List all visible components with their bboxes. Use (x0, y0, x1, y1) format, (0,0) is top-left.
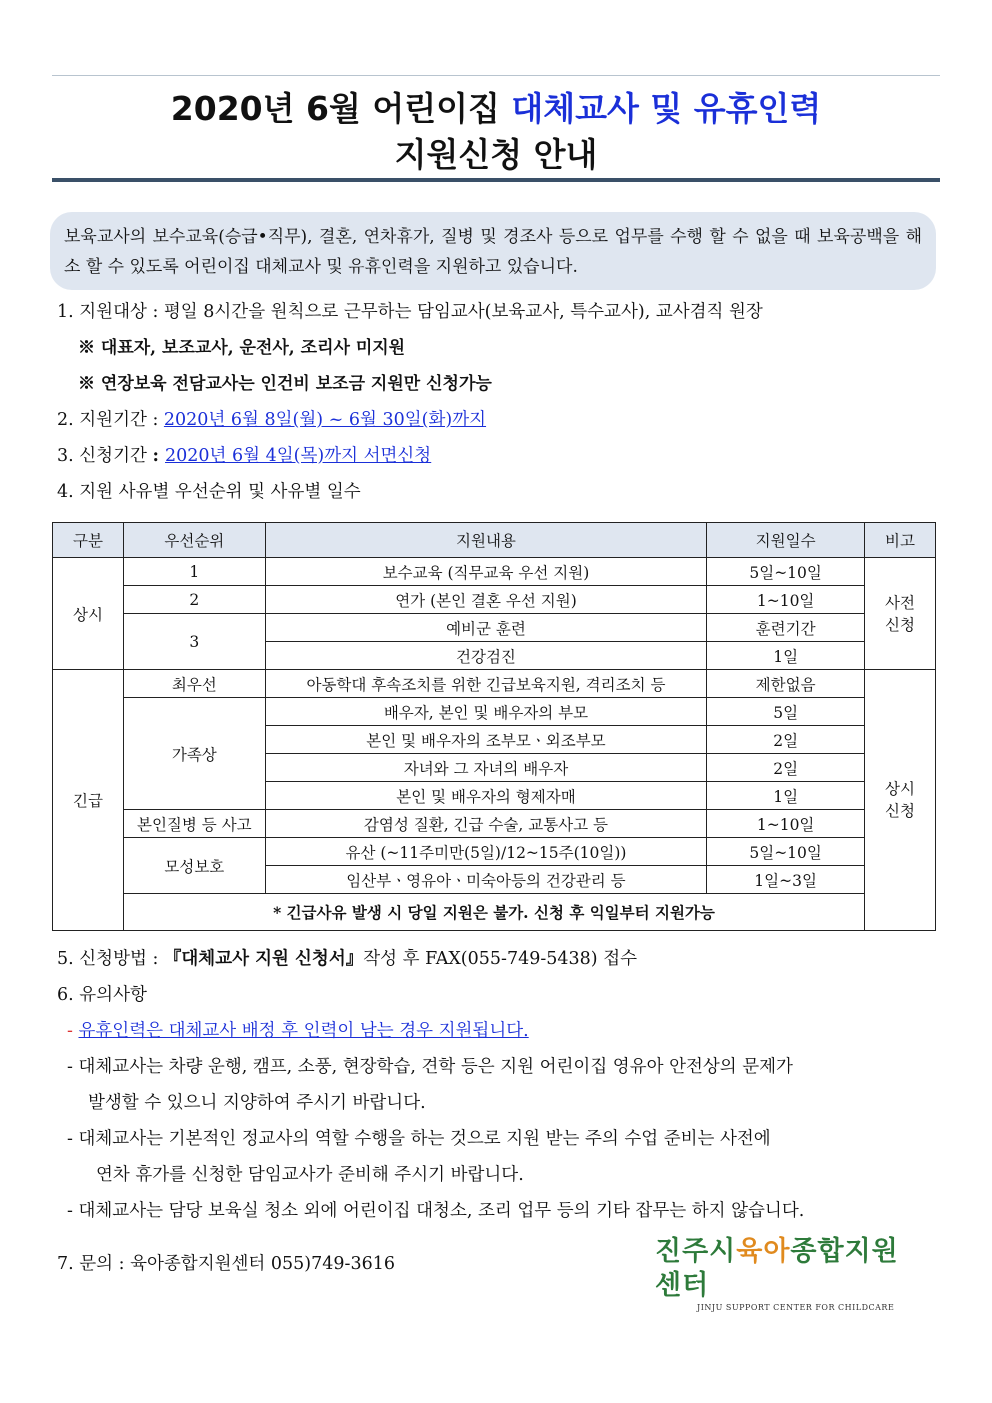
content-cell: 본인 및 배우자의 조부모ㆍ외조부모 (265, 726, 706, 754)
notice-1 (67, 1017, 529, 1045)
table-row (53, 586, 936, 614)
header-cell: 비고 (865, 523, 936, 558)
table-row (53, 810, 936, 838)
intro-box (50, 212, 936, 290)
days-cell: 훈련기간 (707, 614, 865, 642)
days-cell: 5일~10일 (707, 838, 865, 866)
section-5 (57, 945, 637, 973)
logo-city: 진주시 (655, 1236, 737, 1267)
group-cell: 긴급 (53, 670, 124, 931)
table-row (53, 558, 936, 586)
notice-1-text: 유휴인력은 대체교사 배정 후 인력이 남는 경우 지원됩니다. (78, 1021, 529, 1041)
table-foot-row (53, 894, 936, 931)
content-cell: 아동학대 후속조치를 위한 긴급보육지원, 격리조치 등 (265, 670, 706, 698)
notice-3b: 연차 휴가를 신청한 담임교사가 준비해 주시기 바랍니다. (96, 1165, 524, 1185)
intro-text: 보육교사의 보수교육(승급•직무), 결혼, 연차휴가, 질병 및 경조사 등으로 업무를 수행 할 수 없을 때 보육공백을 해소 할 수 있도록 어린이집 대체교사 및 유휴인력을 지원하고 있습니다. (64, 227, 922, 277)
content-cell: 배우자, 본인 및 배우자의 부모 (265, 698, 706, 726)
priority-cell: 최우선 (123, 670, 265, 698)
logo-highlight: 육아 (736, 1236, 791, 1267)
content-cell: 보수교육 (직무교육 우선 지원) (265, 558, 706, 586)
s5-label: 5. 신청방법 : (57, 949, 164, 969)
support-table (52, 522, 936, 931)
priority-cell: 가족상 (123, 698, 265, 810)
table-row (53, 614, 936, 642)
days-cell: 1일~3일 (707, 866, 865, 894)
content-cell: 예비군 훈련 (265, 614, 706, 642)
section-7: 7. 문의 : 육아종합지원센터 055)749-3616 (57, 1254, 395, 1274)
note-2: ※ 연장보육 전담교사는 인건비 보조금 지원만 신청가능 (78, 374, 492, 394)
days-cell: 1일 (707, 642, 865, 670)
s3-value: 2020년 6월 4일(목)까지 서면신청 (165, 446, 432, 466)
content-cell: 자녀와 그 자녀의 배우자 (265, 754, 706, 782)
days-cell: 1~10일 (707, 810, 865, 838)
content-cell: 건강검진 (265, 642, 706, 670)
days-cell: 5일~10일 (707, 558, 865, 586)
content-cell: 유산 (~11주미만(5일)/12~15주(10일)) (265, 838, 706, 866)
content-cell: 연가 (본인 결혼 우선 지원) (265, 586, 706, 614)
notice-2b: 발생할 수 있으니 지양하여 주시기 바랍니다. (88, 1093, 426, 1113)
s3-label: 3. 신청기간 (57, 446, 153, 466)
table-footnote: * 긴급사유 발생 시 당일 지원은 불가. 신청 후 익일부터 지원가능 (123, 894, 864, 931)
days-cell: 2일 (707, 754, 865, 782)
s2-label: 2. 지원기간 : (57, 410, 164, 430)
remark-cell: 사전 신청 (865, 558, 936, 670)
title-highlight: 대체교사 및 유휴인력 (511, 89, 822, 128)
table-row (53, 698, 936, 726)
section-2 (57, 406, 486, 434)
section-4: 4. 지원 사유별 우선순위 및 사유별 일수 (57, 482, 361, 502)
table-header-row (53, 523, 936, 558)
s3-colon: : (152, 446, 166, 466)
top-rule (52, 75, 940, 76)
header-cell: 우선순위 (123, 523, 265, 558)
priority-cell: 본인질병 등 사고 (123, 810, 265, 838)
section-3 (57, 442, 431, 470)
header-cell: 구분 (53, 523, 124, 558)
days-cell: 1일 (707, 782, 865, 810)
s2-value: 2020년 6월 8일(월) ~ 6월 30일(화)까지 (163, 410, 487, 430)
section-1: 1. 지원대상 : 평일 8시간을 원칙으로 근무하는 담임교사(보육교사, 특수교사), 교사겸직 원장 (57, 302, 763, 322)
table-row (53, 670, 936, 698)
notice-4: - 대체교사는 담당 보육실 청소 외에 어린이집 대청소, 조리 업무 등의 기타 잡무는 하지 않습니다. (67, 1201, 805, 1221)
s5-rest: 작성 후 FAX(055-749-5438) 접수 (363, 949, 638, 969)
header-cell: 지원내용 (265, 523, 706, 558)
logo-rest: 종합지원센터 (655, 1236, 899, 1301)
notice-3a: - 대체교사는 기본적인 정교사의 역할 수행을 하는 것으로 지원 받는 주의 수업 준비는 사전에 (67, 1129, 771, 1149)
notice-dash: - (67, 1021, 79, 1041)
center-logo (655, 1235, 925, 1312)
priority-cell: 3 (123, 614, 265, 670)
days-cell: 1~10일 (707, 586, 865, 614)
priority-cell: 모성보호 (123, 838, 265, 894)
content-cell: 임산부ㆍ영유아ㆍ미숙아등의 건강관리 등 (265, 866, 706, 894)
notice-2a: - 대체교사는 차량 운행, 캠프, 소풍, 현장학습, 견학 등은 지원 어린이집 영유아 안전상의 문제가 (67, 1057, 793, 1077)
days-cell: 2일 (707, 726, 865, 754)
remark-cell: 상시 신청 (865, 670, 936, 931)
days-cell: 제한없음 (707, 670, 865, 698)
title-part-1: 2020년 6월 어린이집 (170, 89, 512, 128)
logo-korean (655, 1235, 925, 1303)
logo-english: JINJU SUPPORT CENTER FOR CHILDCARE (697, 1303, 895, 1312)
content-cell: 감염성 질환, 긴급 수술, 교통사고 등 (265, 810, 706, 838)
group-cell: 상시 (53, 558, 124, 670)
s5-form-name: 『대체교사 지원 신청서』 (163, 949, 364, 969)
days-cell: 5일 (707, 698, 865, 726)
priority-cell: 2 (123, 586, 265, 614)
note-1: ※ 대표자, 보조교사, 운전사, 조리사 미지원 (78, 338, 406, 358)
priority-cell: 1 (123, 558, 265, 586)
section-6: 6. 유의사항 (57, 985, 147, 1005)
header-cell: 지원일수 (707, 523, 865, 558)
content-cell: 본인 및 배우자의 형제자매 (265, 782, 706, 810)
table-row (53, 838, 936, 866)
page-title (52, 86, 940, 178)
title-underline (52, 178, 940, 182)
title-line-2: 지원신청 안내 (394, 135, 598, 174)
